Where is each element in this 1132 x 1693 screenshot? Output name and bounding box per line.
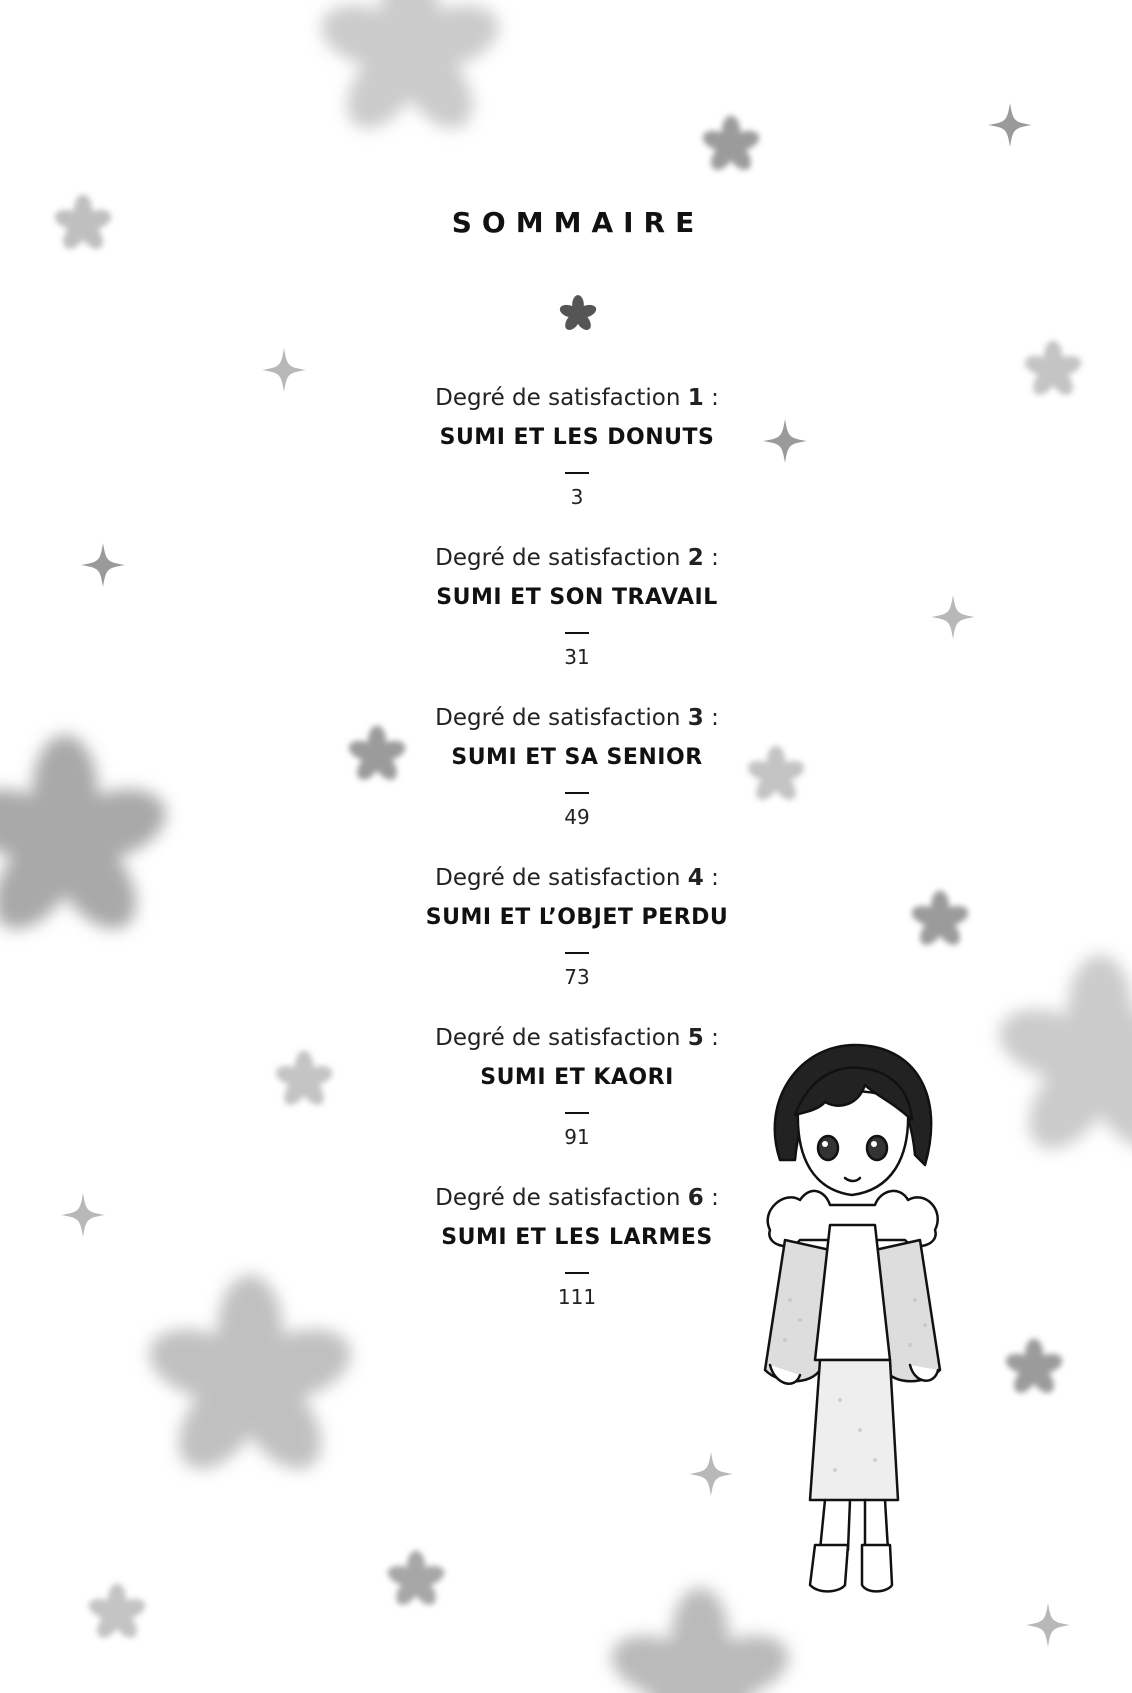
page-title: SOMMAIRE	[451, 206, 705, 239]
entry-number: 3	[687, 705, 704, 731]
entry-chapter-title: SUMI ET SA SENIOR	[451, 745, 703, 770]
entry-page-number: 73	[564, 965, 590, 989]
toc-entry	[377, 858, 777, 1018]
sparkle-icon	[81, 543, 125, 587]
entry-prefix: Degré de satisfaction	[435, 385, 681, 411]
girl-illustration	[740, 1040, 970, 1600]
entry-chapter-title: SUMI ET KAORI	[480, 1065, 674, 1090]
flower-icon	[700, 116, 762, 175]
entry-chapter-title: SUMI ET LES DONUTS	[439, 425, 715, 450]
table-of-contents	[377, 378, 777, 1338]
entry-colon: :	[703, 545, 719, 571]
sparkle-icon	[1026, 1603, 1070, 1647]
entry-colon: :	[703, 865, 719, 891]
entry-chapter-title: SUMI ET SON TRAVAIL	[436, 585, 718, 610]
entry-subtitle	[377, 1178, 777, 1218]
flower-icon	[1003, 1339, 1065, 1398]
flower-icon	[603, 1588, 796, 1693]
entry-page-number: 91	[564, 1125, 590, 1149]
entry-number: 1	[687, 385, 704, 411]
entry-prefix: Degré de satisfaction	[435, 705, 681, 731]
entry-number: 4	[687, 865, 704, 891]
entry-dash	[565, 1272, 589, 1274]
flower-icon	[909, 891, 971, 950]
sparkle-icon	[262, 348, 306, 392]
entry-page-number: 3	[570, 485, 584, 509]
flower-icon	[0, 735, 175, 944]
sparkle-icon	[61, 1193, 105, 1237]
flower-icon	[313, 0, 506, 142]
entry-dash	[565, 1112, 589, 1114]
flower-icon	[273, 1051, 335, 1110]
entry-prefix: Degré de satisfaction	[435, 1185, 681, 1211]
separator-flower-icon	[558, 295, 598, 333]
entry-number: 5	[687, 1025, 704, 1051]
sparkle-icon	[931, 595, 975, 639]
toc-entry	[377, 698, 777, 858]
flower-icon	[385, 1551, 447, 1610]
toc-entry	[377, 378, 777, 538]
entry-subtitle	[377, 538, 777, 578]
toc-entry	[377, 1178, 777, 1338]
toc-entry	[377, 1018, 777, 1178]
entry-prefix: Degré de satisfaction	[435, 545, 681, 571]
flower-icon	[140, 1275, 360, 1484]
entry-dash	[565, 472, 589, 474]
entry-subtitle	[377, 698, 777, 738]
entry-number: 2	[687, 545, 704, 571]
entry-colon: :	[703, 705, 719, 731]
sparkle-icon	[988, 103, 1032, 147]
entry-dash	[565, 952, 589, 954]
flower-icon	[990, 955, 1132, 1164]
entry-prefix: Degré de satisfaction	[435, 1025, 681, 1051]
entry-chapter-title: SUMI ET LES LARMES	[441, 1225, 713, 1250]
entry-dash	[565, 792, 589, 794]
entry-page-number: 49	[564, 805, 590, 829]
entry-prefix: Degré de satisfaction	[435, 865, 681, 891]
flower-icon	[1022, 341, 1084, 400]
entry-subtitle	[377, 378, 777, 418]
flower-icon	[86, 1584, 148, 1643]
toc-entry	[377, 538, 777, 698]
entry-colon: :	[703, 1185, 719, 1211]
entry-dash	[565, 632, 589, 634]
entry-chapter-title: SUMI ET L’OBJET PERDU	[425, 905, 729, 930]
entry-number: 6	[687, 1185, 704, 1211]
entry-page-number: 31	[564, 645, 590, 669]
entry-colon: :	[703, 385, 719, 411]
entry-subtitle	[377, 858, 777, 898]
entry-colon: :	[703, 1025, 719, 1051]
entry-subtitle	[377, 1018, 777, 1058]
entry-page-number: 111	[557, 1285, 597, 1309]
sparkle-icon	[689, 1452, 733, 1496]
